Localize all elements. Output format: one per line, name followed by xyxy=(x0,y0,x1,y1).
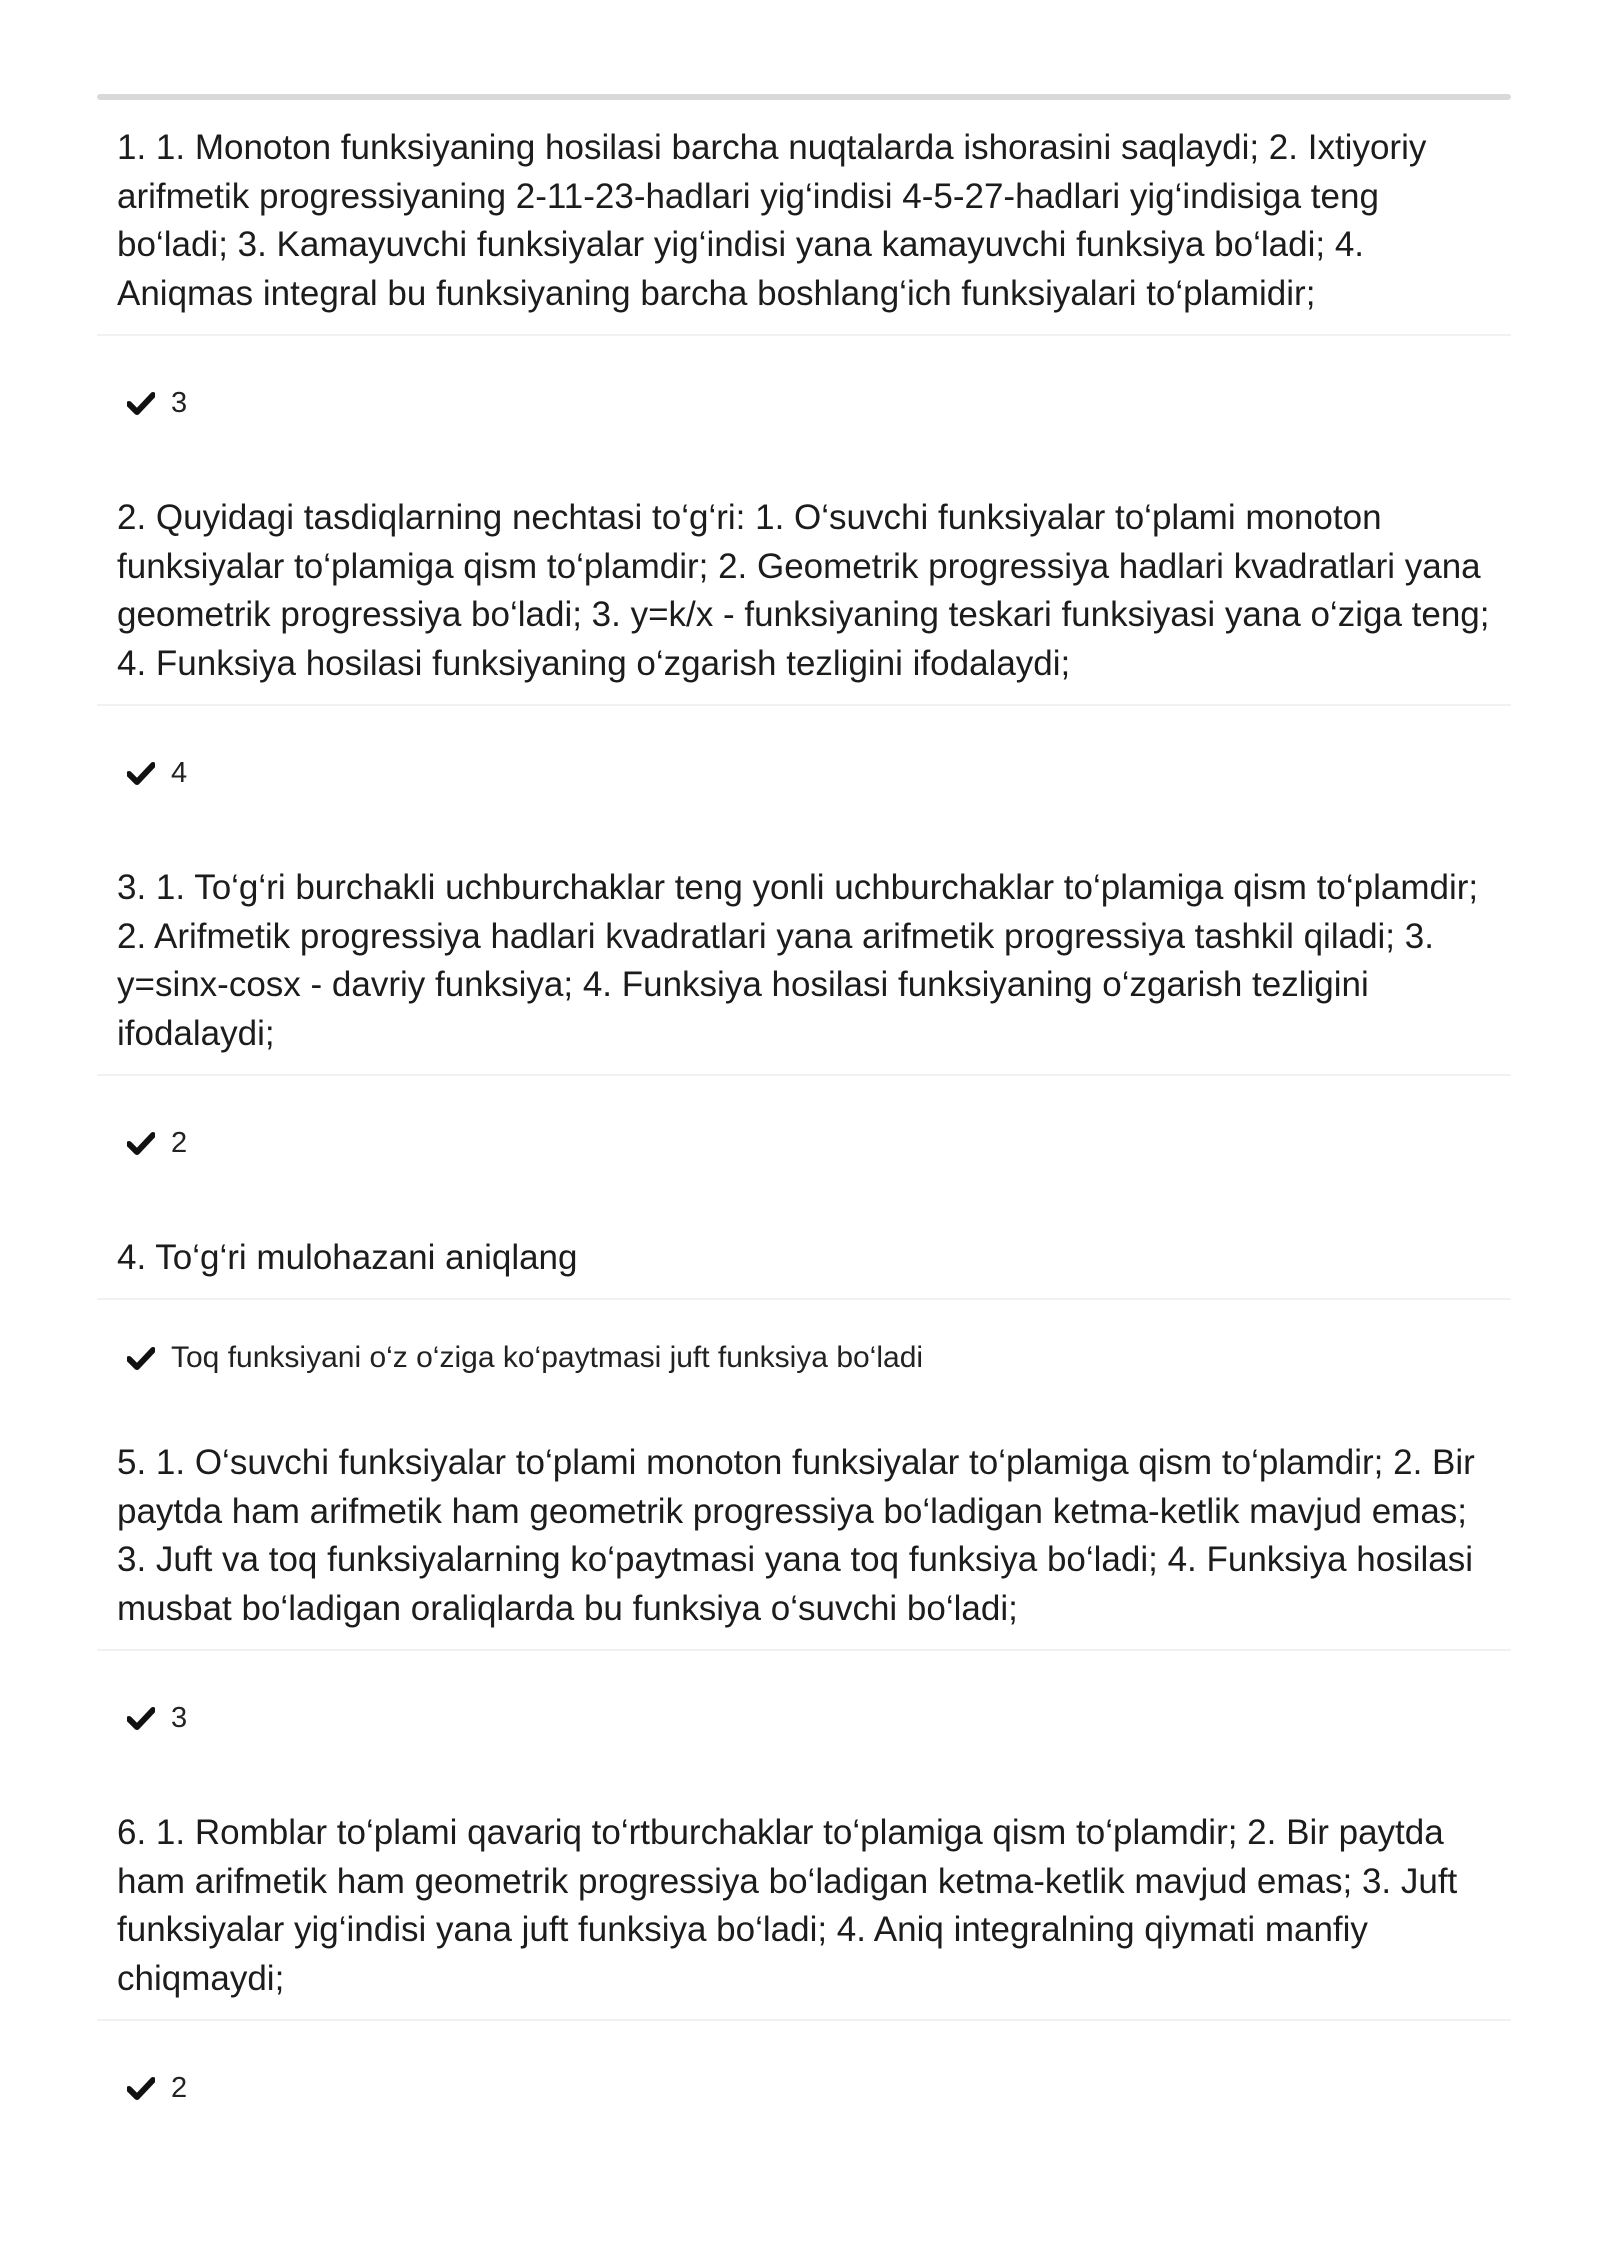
answer-text: 2 xyxy=(171,2071,188,2104)
question-text: 1. 1. Monoton funksiyaning hosilasi barcha nuqtalarda ishorasini saqlaydi; 2. Ixtiyoriy arifmetik progressiyaning 2-11-23-hadlari yig‘indisi 4-5-27-hadlari yig‘indisiga teng bo‘ladi; 3. Kamayuvchi funksiyalar yig‘indisi yana kamayuvchi funksiya bo‘ladi; 4. Aniqmas integral bu funksiyaning barcha boshlang‘ich funksiyalari to‘plamidir; xyxy=(97,100,1511,336)
answer-text: 4 xyxy=(171,756,188,789)
check-icon xyxy=(127,761,155,785)
check-icon xyxy=(127,1131,155,1155)
question-text: 5. 1. O‘suvchi funksiyalar to‘plami monoton funksiyalar to‘plamiga qism to‘plamdir; 2. Bir paytda ham arifmetik ham geometrik progressiya bo‘ladigan ketma-ketlik mavjud emas; 3. Juft va toq funksiyalarning ko‘paytmasi yana toq funksiya bo‘ladi; 4. Funksiya hosilasi musbat bo‘ladigan oraliqlarda bu funksiya o‘suvchi bo‘ladi; xyxy=(97,1415,1511,1651)
answer-text: Toq funksiyani o‘z o‘ziga ko‘paytmasi juft funksiya bo‘ladi xyxy=(171,1340,924,1374)
answer-row xyxy=(97,1651,1511,1785)
question-text: 4. To‘g‘ri mulohazani aniqlang xyxy=(97,1210,1511,1300)
check-icon xyxy=(127,1346,155,1370)
answer-row xyxy=(97,1076,1511,1210)
answer-text: 2 xyxy=(171,1126,188,1159)
answer-row xyxy=(97,336,1511,470)
answer-row xyxy=(97,2021,1511,2155)
answer-row xyxy=(97,706,1511,840)
question-text: 6. 1. Romblar to‘plami qavariq to‘rtburchaklar to‘plamiga qism to‘plamdir; 2. Bir paytda ham arifmetik ham geometrik progressiya bo‘ladigan ketma-ketlik mavjud emas; 3. Juft funksiyalar yig‘indisi yana juft funksiya bo‘ladi; 4. Aniq integralning qiymati manfiy chiqmaydi; xyxy=(97,1785,1511,2021)
check-icon xyxy=(127,391,155,415)
check-icon xyxy=(127,2076,155,2100)
question-text: 2. Quyidagi tasdiqlarning nechtasi to‘g‘ri: 1. O‘suvchi funksiyalar to‘plami monoton funksiyalar to‘plamiga qism to‘plamdir; 2. Geometrik progressiya hadlari kvadratlari yana geometrik progressiya bo‘ladi; 3. y=k/x - funksiyaning teskari funksiyasi yana o‘ziga teng; 4. Funksiya hosilasi funksiyaning o‘zgarish tezligini ifodalaydi; xyxy=(97,470,1511,706)
check-icon xyxy=(127,1706,155,1730)
answer-text: 3 xyxy=(171,1701,188,1734)
question-list xyxy=(97,100,1511,2155)
answer-row xyxy=(97,1300,1511,1415)
answer-text: 3 xyxy=(171,386,188,419)
question-text: 3. 1. To‘g‘ri burchakli uchburchaklar teng yonli uchburchaklar to‘plamiga qism to‘plamdir; 2. Arifmetik progressiya hadlari kvadratlari yana arifmetik progressiya tashkil qiladi; 3. y=sinx-cosx - davriy funksiya; 4. Funksiya hosilasi funksiyaning o‘zgarish tezligini ifodalaydi; xyxy=(97,840,1511,1076)
